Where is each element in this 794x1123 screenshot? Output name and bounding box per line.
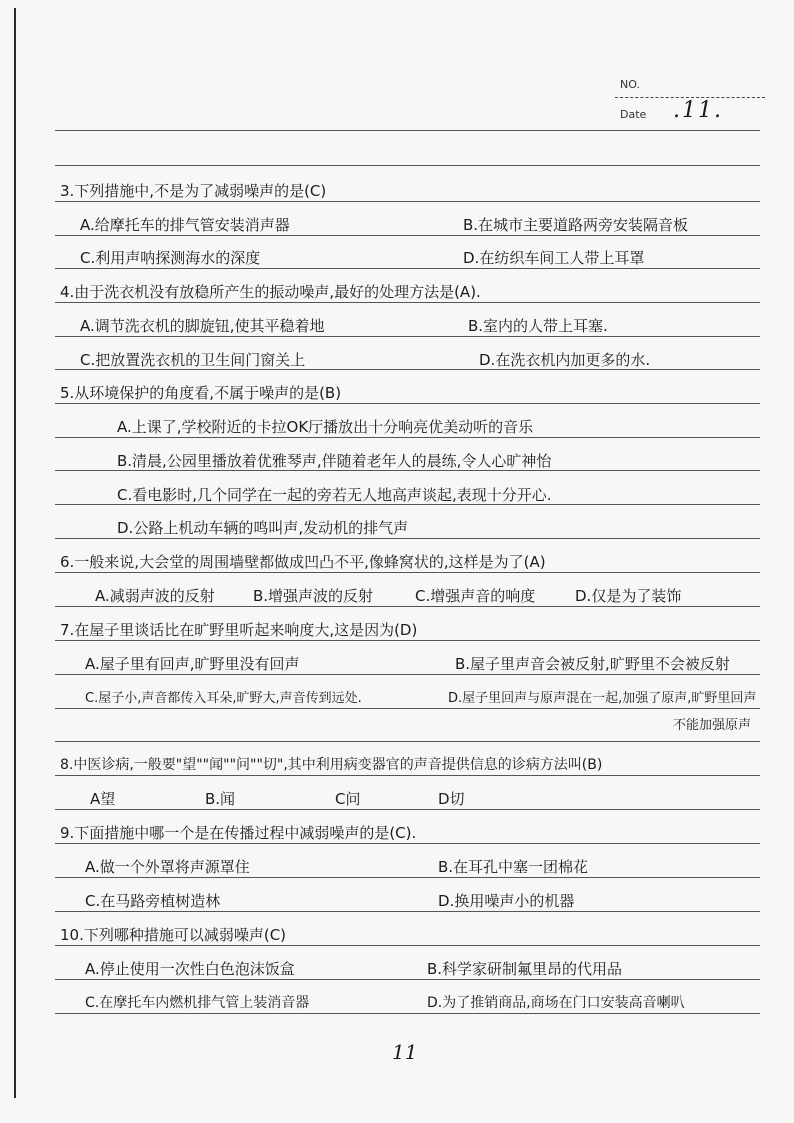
ruled-line [55, 403, 760, 404]
question-3-option-a: A.给摩托车的排气管安装消声器 [80, 216, 290, 234]
ruled-line [55, 437, 760, 438]
question-8-option-a: A望 [90, 790, 116, 808]
ruled-line [55, 708, 760, 709]
question-8-option-b: B.闻 [205, 790, 236, 808]
question-4-option-d: D.在洗衣机内加更多的水. [479, 351, 651, 369]
ruled-line [55, 235, 760, 236]
ruled-line [55, 606, 760, 607]
ruled-line [55, 165, 760, 166]
question-5-option-c: C.看电影时,几个同学在一起的旁若无人地高声谈起,表现十分开心. [117, 486, 552, 504]
ruled-line [55, 1013, 760, 1014]
question-3-option-d: D.在纺织车间工人带上耳罩 [463, 249, 645, 267]
header-no-label: NO. [620, 78, 640, 91]
question-8-option-c: C问 [335, 790, 361, 808]
question-5-option-a: A.上课了,学校附近的卡拉OK厅播放出十分响亮优美动听的音乐 [117, 418, 534, 436]
question-3-stem: 3.下列措施中,不是为了减弱噪声的是(C) [60, 182, 327, 200]
question-8-option-d: D切 [438, 790, 465, 808]
question-4-option-b: B.室内的人带上耳塞. [468, 317, 608, 335]
question-7-option-d: D.屋子里回声与原声混在一起,加强了原声,旷野里回声 [448, 691, 757, 706]
header-date-label: Date [620, 108, 647, 121]
ruled-line [55, 201, 760, 202]
question-9-option-d: D.换用噪声小的机器 [438, 892, 575, 910]
question-6-option-b: B.增强声波的反射 [253, 587, 374, 605]
ruled-line [55, 130, 760, 131]
ruled-line [55, 268, 760, 269]
question-9-option-a: A.做一个外罩将声源罩住 [85, 858, 250, 876]
ruled-line [55, 877, 760, 878]
question-7-option-a: A.屋子里有回声,旷野里没有回声 [85, 655, 300, 673]
question-5-stem: 5.从环境保护的角度看,不属于噪声的是(B) [60, 384, 342, 402]
question-4-stem: 4.由于洗衣机没有放稳所产生的振动噪声,最好的处理方法是(A). [60, 283, 481, 301]
ruled-line [55, 809, 760, 810]
question-4-option-a: A.调节洗衣机的脚旋钮,使其平稳着地 [80, 317, 325, 335]
question-3-option-c: C.利用声呐探测海水的深度 [80, 249, 261, 267]
ruled-line [55, 572, 760, 573]
question-10-stem: 10.下列哪种措施可以减弱噪声(C) [60, 926, 287, 944]
question-7-option-c: C.屋子小,声音都传入耳朵,旷野大,声音传到远处. [85, 691, 362, 706]
question-6-option-a: A.减弱声波的反射 [95, 587, 215, 605]
question-4-option-c: C.把放置洗衣机的卫生间门窗关上 [80, 351, 306, 369]
question-9-stem: 9.下面措施中哪一个是在传播过程中减弱噪声的是(C). [60, 824, 417, 842]
question-3-option-b: B.在城市主要道路两旁安装隔音板 [463, 216, 689, 234]
page-number: 11 [392, 1040, 418, 1064]
ruled-line [55, 538, 760, 539]
header-date-value: .11. [673, 98, 723, 123]
question-10-option-c: C.在摩托车内燃机排气管上装消音器 [85, 995, 310, 1011]
question-10-option-b: B.科学家研制氟里昂的代用品 [427, 960, 623, 978]
question-9-option-c: C.在马路旁植树造林 [85, 892, 221, 910]
question-9-option-b: B.在耳孔中塞一团棉花 [438, 858, 589, 876]
ruled-line [55, 640, 760, 641]
question-5-option-d: D.公路上机动车辆的鸣叫声,发动机的排气声 [117, 519, 409, 537]
ruled-line [55, 843, 760, 844]
question-7-option-b: B.屋子里声音会被反射,旷野里不会被反射 [455, 655, 730, 673]
question-7-stem: 7.在屋子里谈话比在旷野里听起来响度大,这是因为(D) [60, 621, 418, 639]
ruled-line [55, 336, 760, 337]
ruled-line [55, 911, 760, 912]
ruled-line [55, 945, 760, 946]
ruled-line [55, 979, 760, 980]
ruled-line [55, 674, 760, 675]
question-6-option-d: D.仅是为了装饰 [575, 587, 682, 605]
ruled-line [55, 775, 760, 776]
notebook-margin-line [14, 8, 16, 1098]
notebook-page [55, 0, 760, 1123]
ruled-line [55, 302, 760, 303]
question-8-stem: 8.中医诊病,一般要"望""闻""问""切",其中利用病变器官的声音提供信息的诊病方法叫(B) [60, 757, 603, 773]
question-10-option-a: A.停止使用一次性白色泡沫饭盒 [85, 960, 295, 978]
ruled-line [55, 741, 760, 742]
question-6-stem: 6.一般来说,大会堂的周围墙壁都做成凹凸不平,像蜂窝状的,这样是为了(A) [60, 553, 546, 571]
question-10-option-d: D.为了推销商品,商场在门口安装高音喇叭 [427, 995, 685, 1011]
question-5-option-b: B.清晨,公园里播放着优雅琴声,伴随着老年人的晨练,令人心旷神怡 [117, 452, 552, 470]
question-6-option-c: C.增强声音的响度 [415, 587, 536, 605]
question-7-option-d-continued: 不能加强原声 [673, 718, 752, 733]
